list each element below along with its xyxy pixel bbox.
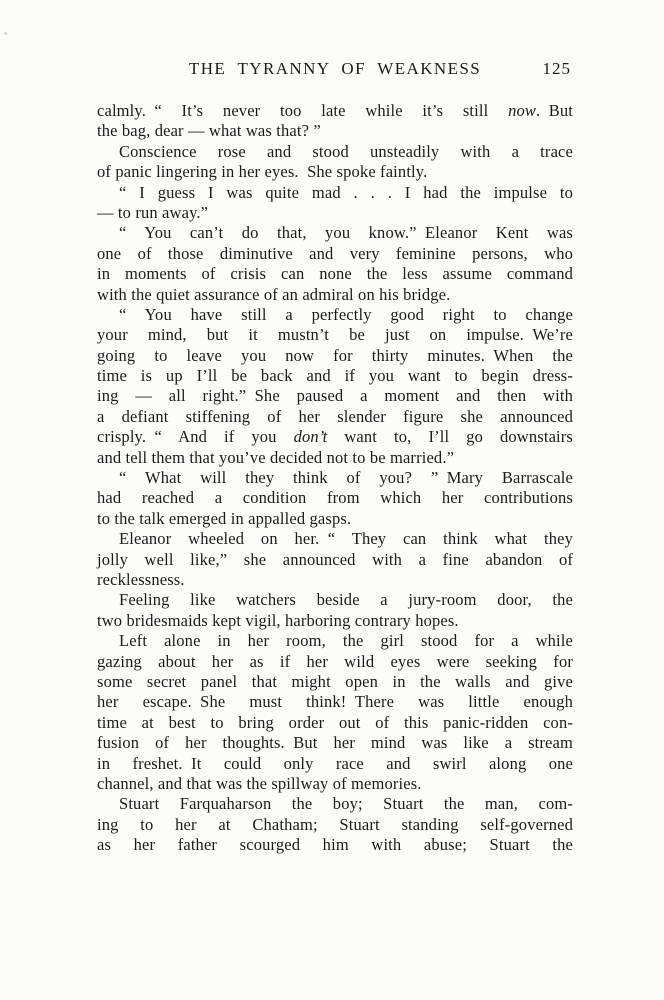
text-line: ing — all right.” She paused a moment and then with bbox=[97, 386, 573, 406]
text-line: with the quiet assurance of an admiral on his bridge. bbox=[97, 284, 451, 304]
text-line: crisply. “ And if you don’t want to, I’ll go downstairs bbox=[97, 427, 573, 447]
text-line: — to run away.” bbox=[97, 202, 209, 222]
text-line: Feeling like watchers beside a jury-room door, the bbox=[119, 590, 573, 610]
text-line: the bag, dear — what was that? ” bbox=[97, 121, 321, 141]
text-line: “ I guess I was quite mad . . . I had the impulse to bbox=[119, 182, 573, 202]
text-line: your mind, but it mustn’t be just on impulse. We’re bbox=[97, 325, 573, 345]
text-line: as her father scourged him with abuse; Stuart the bbox=[97, 835, 573, 855]
text-line: of panic lingering in her eyes. She spoke faintly. bbox=[97, 162, 428, 182]
text-line: to the talk emerged in appalled gasps. bbox=[97, 508, 352, 528]
text-line: time is up I’ll be back and if you want to begin dress- bbox=[97, 366, 573, 386]
text-line: time at best to bring order out of this panic-ridden con- bbox=[97, 712, 573, 732]
text-line: one of those diminutive and very feminine persons, who bbox=[97, 243, 573, 263]
running-header bbox=[97, 58, 573, 80]
text-line: going to leave you now for thirty minutes. When the bbox=[97, 345, 573, 365]
text-line: calmly. “ It’s never too late while it’s still now. But bbox=[97, 101, 573, 120]
text-line: her escape. She must think! There was little enough bbox=[97, 692, 573, 712]
text-line: Left alone in her room, the girl stood for a while bbox=[119, 631, 573, 651]
text-line: channel, and that was the spillway of memories. bbox=[97, 773, 422, 793]
scan-speck bbox=[4, 32, 7, 35]
text-line: “ You have still a perfectly good right to change bbox=[119, 304, 573, 324]
text-line: jolly well like,” she announced with a fine abandon of bbox=[97, 549, 573, 569]
text-line: a defiant stiffening of her slender figure she announced bbox=[97, 406, 573, 426]
text-line: Eleanor wheeled on her. “ They can think what they bbox=[119, 529, 573, 549]
text-line: had reached a condition from which her contributions bbox=[97, 488, 573, 508]
text-line: in freshet. It could only race and swirl along one bbox=[97, 753, 573, 773]
text-line: “ You can’t do that, you know.” Eleanor Kent was bbox=[119, 223, 573, 243]
text-line: fusion of her thoughts. But her mind was like a stream bbox=[97, 733, 573, 753]
running-head-title: THE TYRANNY OF WEAKNESS bbox=[188, 59, 482, 78]
text-line: recklessness. bbox=[97, 569, 185, 589]
text-block bbox=[97, 101, 573, 855]
text-line: in moments of crisis can none the less assume command bbox=[97, 264, 573, 284]
text-line: Conscience rose and stood unsteadily with a trace bbox=[119, 141, 573, 161]
text-line: and tell them that you’ve decided not to be married.” bbox=[97, 447, 455, 467]
text-line: two bridesmaids kept vigil, harboring contrary hopes. bbox=[97, 610, 459, 630]
text-line: “ What will they think of you? ” Mary Barrascale bbox=[119, 468, 573, 488]
page-number: 125 bbox=[542, 59, 571, 78]
text-line: Stuart Farquaharson the boy; Stuart the man, com- bbox=[119, 794, 573, 814]
text-line: some secret panel that might open in the walls and give bbox=[97, 671, 573, 691]
text-line: gazing about her as if her wild eyes were seeking for bbox=[97, 651, 573, 671]
text-line: ing to her at Chatham; Stuart standing self-governed bbox=[97, 814, 573, 834]
